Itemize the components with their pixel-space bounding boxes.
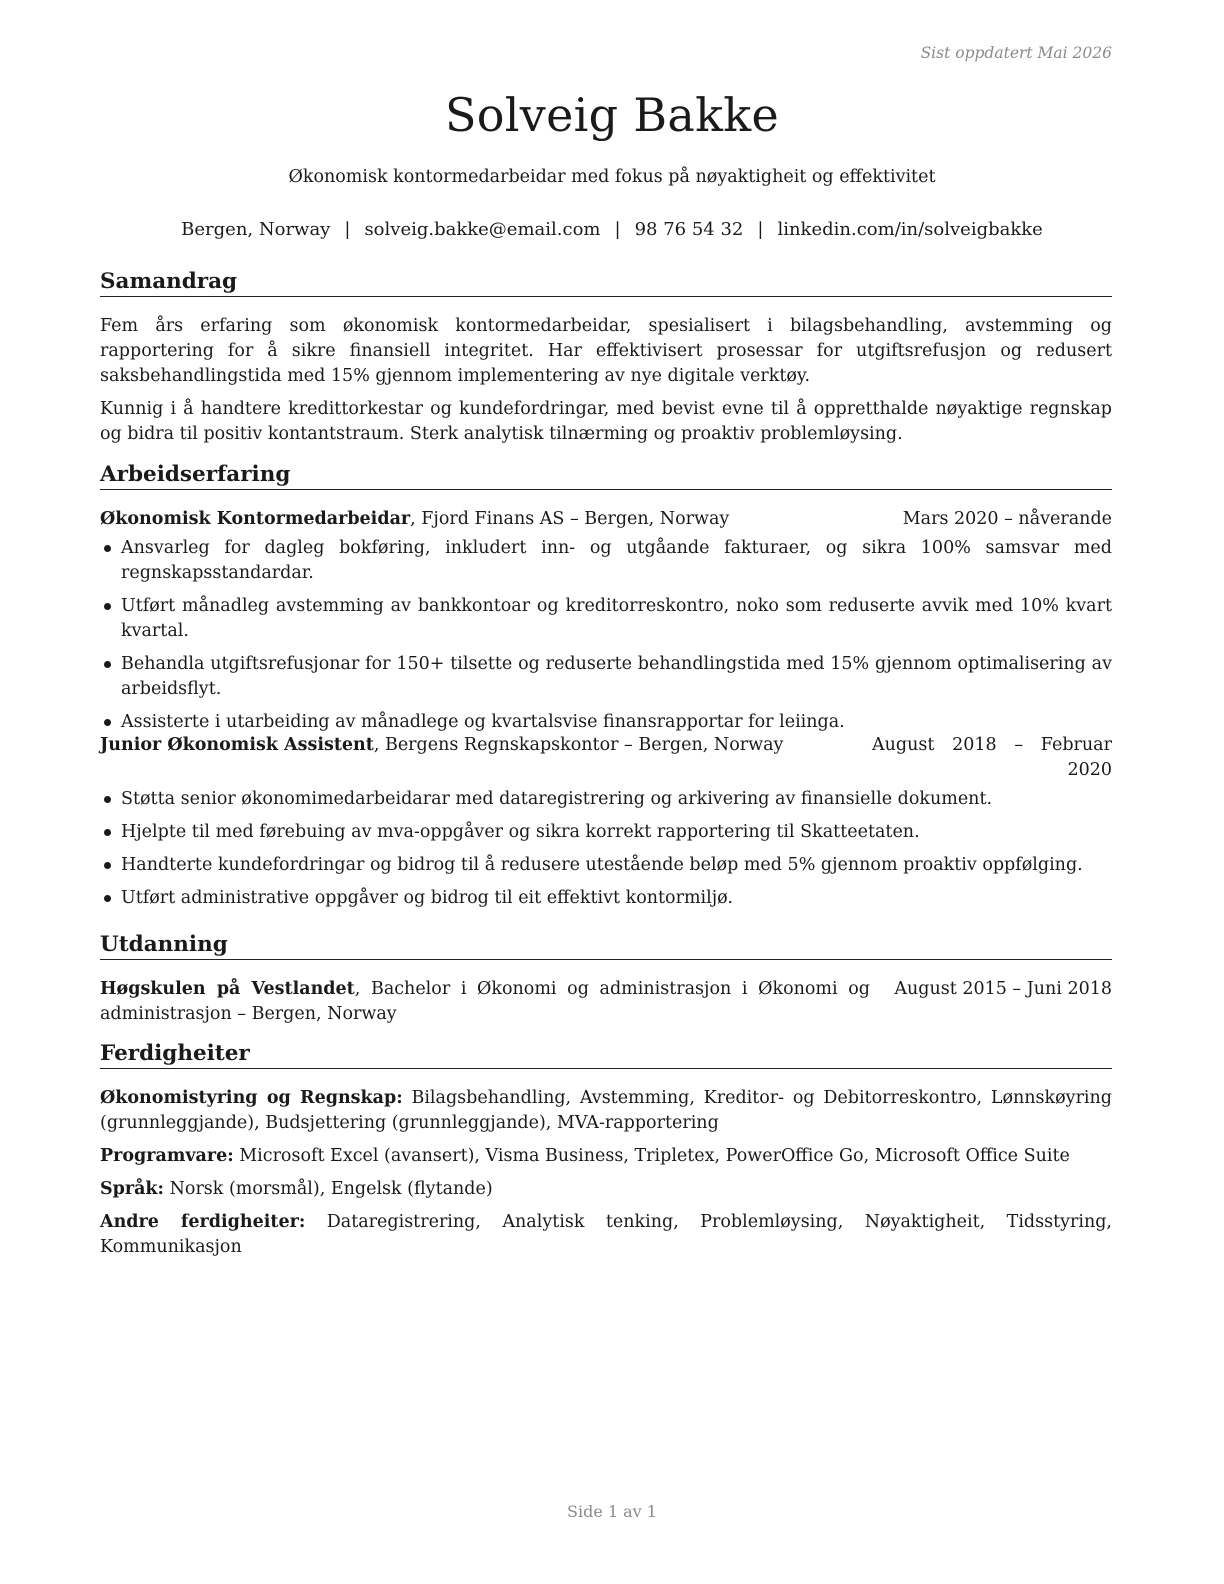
list-item: Behandla utgiftsrefusjonar for 150+ tilsette og reduserte behandlingstida med 15% gjennom optimalisering av arbeidsflyt. — [100, 652, 1112, 702]
page-number: Side 1 av 1 — [567, 1502, 657, 1521]
contact-phone: 98 76 54 32 — [634, 219, 744, 240]
skill-label: Økonomistyring og Regnskap: — [100, 1088, 403, 1108]
section-title-experience: Arbeidserfaring — [100, 463, 1112, 490]
job-dates: August 2018 – Februar 2020 — [872, 735, 1112, 780]
job-entry — [100, 507, 1112, 743]
skill-value: Norsk (morsmål), Engelsk (flytande) — [164, 1179, 493, 1199]
list-item: Handterte kundefordringar og bidrog til å redusere utestående beløp med 5% gjennom proaktiv oppfølging. — [100, 853, 1112, 878]
skill-label: Andre ferdigheiter: — [100, 1212, 306, 1232]
skills-section — [100, 1086, 1112, 1268]
job-bullets — [100, 536, 1112, 735]
skill-value: Bilagsbehandling, Avstemming, Kreditor- og Debitorreskontro, Lønnskøyring (grunnleggjande), Budsjettering (grunnleggjande), MVA-rapportering — [100, 1088, 1113, 1133]
job-role: Økonomisk Kontormedarbeidar — [100, 509, 411, 529]
job-title-line — [100, 733, 783, 758]
job-title-line — [100, 507, 729, 532]
section-title-summary: Samandrag — [100, 270, 1112, 297]
contact-line — [0, 219, 1224, 240]
education-entry — [100, 977, 1112, 1027]
contact-linkedin[interactable]: linkedin.com/in/solveigbakke — [777, 219, 1043, 240]
skill-line — [100, 1144, 1112, 1169]
list-item: Utført månadleg avstemming av bankkontoar og kreditorreskontro, noko som reduserte avvik med 10% kvart kvartal. — [100, 594, 1112, 644]
education-degree: , Bachelor i Økonomi og administrasjon i Økonomi og administrasjon – Bergen, Norway — [100, 979, 870, 1024]
summary-section — [100, 314, 1112, 455]
education-header — [100, 977, 1112, 1027]
job-header — [100, 507, 1112, 532]
skill-line — [100, 1177, 1112, 1202]
contact-location: Bergen, Norway — [181, 219, 331, 240]
skill-value: Microsoft Excel (avansert), Visma Business, Tripletex, PowerOffice Go, Microsoft Office Suite — [233, 1146, 1070, 1166]
list-item: Utført administrative oppgåver og bidrog til eit effektivt kontormiljø. — [100, 886, 1112, 911]
list-item: Støtta senior økonomimedarbeidarar med dataregistrering og arkivering av finansielle dokument. — [100, 787, 1112, 812]
summary-paragraph: Kunnig i å handtere kredittorkestar og kundefordringar, med bevist evne til å oppretthalde nøyaktige regnskap og bidra til positiv kontantstraum. Sterk analytisk tilnærming og proaktiv problemløysing. — [100, 399, 1112, 444]
list-item: Ansvarleg for dagleg bokføring, inkludert inn- og utgåande fakturaer, og sikra 100% samsvar med regnskapsstandardar. — [100, 536, 1112, 586]
skill-label: Programvare: — [100, 1146, 234, 1166]
job-employer: , Fjord Finans AS – Bergen, Norway — [410, 509, 730, 529]
skill-value: Dataregistrering, Analytisk tenking, Problemløysing, Nøyaktigheit, Tidsstyring, Kommunikasjon — [100, 1212, 1112, 1257]
summary-paragraph: Fem års erfaring som økonomisk kontormedarbeidar, spesialisert i bilagsbehandling, avstemming og rapportering for å sikre finansiell integritet. Har effektivisert prosessar for utgiftsrefusjon og redusert saksbehandlingstida med 15% gjennom implementering av nye digitale verktøy. — [100, 316, 1112, 386]
contact-separator: | — [614, 219, 621, 240]
education-dates: August 2015 – Juni 2018 — [894, 979, 1112, 999]
job-entry — [100, 733, 1112, 919]
skill-label: Språk: — [100, 1179, 165, 1199]
tagline: Økonomisk kontormedarbeidar med fokus på nøyaktigheit og effektivitet — [288, 167, 936, 187]
last-updated: Sist oppdatert Mai 2026 — [920, 44, 1112, 62]
section-title-skills: Ferdigheiter — [100, 1042, 1112, 1069]
skill-line — [100, 1210, 1112, 1260]
job-bullets — [100, 787, 1112, 911]
contact-separator: | — [344, 219, 351, 240]
education-school: Høgskulen på Vestlandet — [100, 979, 355, 999]
candidate-name: Solveig Bakke — [444, 88, 779, 142]
list-item: Hjelpte til med førebuing av mva-oppgåver og sikra korrekt rapportering til Skatteetaten. — [100, 820, 1112, 845]
job-header — [100, 733, 1112, 783]
section-title-education: Utdanning — [100, 933, 1112, 960]
job-dates: Mars 2020 – nåverande — [902, 509, 1112, 529]
education-title-line — [100, 977, 870, 1027]
job-employer: , Bergens Regnskapskontor – Bergen, Norway — [373, 735, 784, 755]
contact-separator: | — [757, 219, 764, 240]
job-role: Junior Økonomisk Assistent — [100, 735, 374, 755]
list-item: Assisterte i utarbeiding av månadlege og kvartalsvise finansrapportar for leiinga. — [100, 710, 1112, 735]
contact-email[interactable]: solveig.bakke@email.com — [364, 219, 601, 240]
skill-line — [100, 1086, 1112, 1136]
